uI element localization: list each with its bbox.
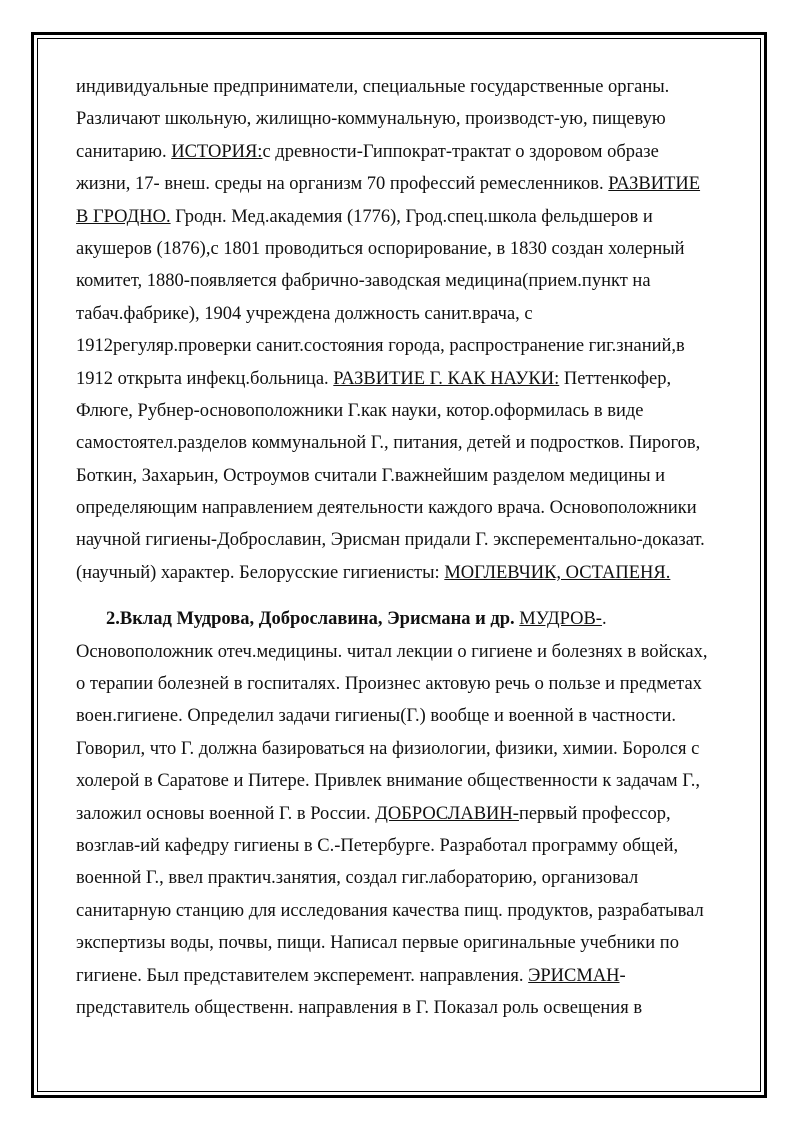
text-line xyxy=(76,363,728,395)
text-run: санитарную станцию для исследования качества пищ. продуктов, разрабатывал xyxy=(76,900,704,921)
text-run: . xyxy=(601,609,607,630)
underlined-heading: ИСТОРИЯ: xyxy=(171,141,263,162)
text-line xyxy=(76,265,728,297)
underlined-heading: МОГЛЕВЧИК, ОСТАПЕНЯ. xyxy=(444,562,671,583)
text-run: Петтенкофер, xyxy=(559,368,672,389)
text-run: первый профессор, xyxy=(518,803,671,824)
text-run: Различают школьную, жилищно-коммунальную, производст-ую, пищевую xyxy=(76,109,666,130)
text-line xyxy=(76,103,728,135)
text-run: 1912 открыта инфекц.больница. xyxy=(76,368,334,389)
underlined-heading: РАЗВИТИЕ xyxy=(608,174,701,195)
text-line xyxy=(76,298,728,330)
document-body xyxy=(76,71,728,1024)
text-run: Основоположник отеч.медицины. читал лекции о гигиене и болезнях в войсках, xyxy=(76,641,708,662)
text-line xyxy=(76,992,728,1024)
text-run: индивидуальные предприниматели, специальные государственные органы. xyxy=(76,77,670,97)
text-run: определяющим направлением деятельности каждого врача. Основоположники xyxy=(76,498,697,519)
text-line xyxy=(76,895,728,927)
text-line xyxy=(76,492,728,524)
text-run: самостоятел.разделов коммунальной Г., питания, детей и подростков. Пирогов, xyxy=(76,433,701,454)
text-line xyxy=(76,524,728,556)
text-run: возглав-ий кафедру гигиены в С.-Петербурге. Разработал программу общей, xyxy=(76,835,679,856)
text-line xyxy=(76,71,728,103)
text-line xyxy=(76,168,728,200)
text-run: о терапии болезней в госпиталях. Произнес актовую речь о пользе и предметах xyxy=(76,674,702,695)
text-run: заложил основы военной Г. в России. xyxy=(76,803,376,824)
text-run: представитель общественн. направления в Г. Показал роль освещения в xyxy=(76,997,643,1018)
text-line xyxy=(76,233,728,265)
text-line xyxy=(76,668,728,700)
text-run: экспертизы воды, почвы, пищи. Написал первые оригинальные учебники по xyxy=(76,933,679,954)
underlined-heading: В ГРОДНО. xyxy=(76,206,171,227)
text-run: холерой в Саратове и Питере. Привлек внимание общественности к задачам Г., xyxy=(76,771,701,792)
bold-heading: 2.Вклад Мудрова, Доброславина, Эрисмана и др. xyxy=(106,609,520,630)
text-run: с древности-Гиппократ-трактат о здоровом образе xyxy=(262,141,659,162)
text-line xyxy=(76,765,728,797)
text-run: научной гигиены-Доброславин, Эрисман придали Г. эксперементально-доказат. xyxy=(76,530,705,551)
text-line xyxy=(76,636,728,668)
text-run: санитарию. xyxy=(76,141,172,162)
text-run: - xyxy=(619,965,626,986)
text-run: военной Г., ввел практич.занятия, создал гиг.лабораторию, организовал xyxy=(76,868,639,889)
text-line xyxy=(76,201,728,233)
text-line xyxy=(76,830,728,862)
text-run: Боткин, Захарьин, Остроумов считали Г.важнейшим разделом медицины и xyxy=(76,465,666,486)
underlined-heading: ЭРИСМАН xyxy=(528,965,620,986)
text-line xyxy=(76,960,728,992)
text-line xyxy=(76,557,728,589)
text-run: (научный) характер. Белорусские гигиенисты: xyxy=(76,562,445,583)
text-line xyxy=(76,330,728,362)
text-run: воен.гигиене. Определил задачи гигиены(Г.) вообще и военной в частности. xyxy=(76,706,676,727)
text-run: Говорил, что Г. должна базироваться на физиологии, физики, химии. Боролся с xyxy=(76,738,700,759)
text-line xyxy=(76,700,728,732)
underlined-heading: РАЗВИТИЕ Г. КАК НАУКИ: xyxy=(333,368,560,389)
text-line xyxy=(76,862,728,894)
text-line xyxy=(76,460,728,492)
text-line xyxy=(76,603,728,635)
text-line xyxy=(76,733,728,765)
text-run: гигиене. Был представителем эксперемент. направления. xyxy=(76,965,529,986)
paragraph-contributions xyxy=(76,603,728,1024)
text-run: акушеров (1876),с 1801 проводиться оспорирование, в 1830 создан холерный xyxy=(76,238,685,259)
text-line xyxy=(76,136,728,168)
underlined-heading: ДОБРОСЛАВИН- xyxy=(375,803,519,824)
text-line xyxy=(76,427,728,459)
text-run: 1912регуляр.проверки санит.состояния города, распространение гиг.знаний,в xyxy=(76,336,685,357)
paragraph-gap xyxy=(76,589,728,603)
underlined-heading: МУДРОВ- xyxy=(519,609,602,630)
text-run: Гродн. Мед.академия (1776), Грод.спец.школа фельдшеров и xyxy=(170,206,653,227)
text-run: Флюге, Рубнер-основоположники Г.как науки, котор.оформилась в виде xyxy=(76,400,644,421)
text-run: жизни, 17- внеш. среды на организм 70 профессий ремесленников. xyxy=(76,174,609,195)
text-line xyxy=(76,927,728,959)
text-line xyxy=(76,798,728,830)
text-line xyxy=(76,395,728,427)
paragraph-history xyxy=(76,71,728,589)
text-run: табач.фабрике), 1904 учреждена должность санит.врача, с xyxy=(76,303,533,324)
text-run: комитет, 1880-появляется фабрично-заводская медицина(прием.пункт на xyxy=(76,271,651,292)
